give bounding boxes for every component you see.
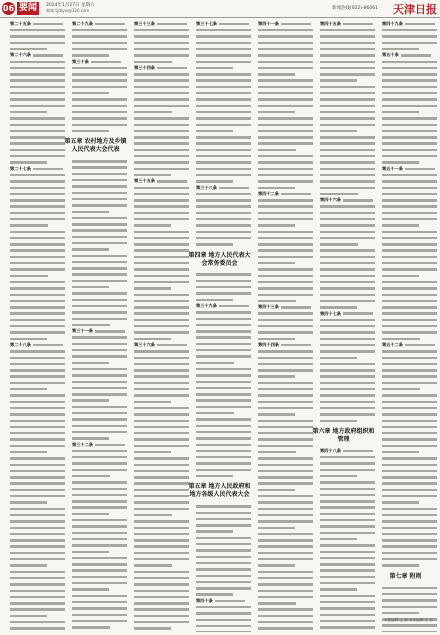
paragraph [126,115,189,178]
article-number: 第三十条 [72,58,89,64]
paragraph [64,21,127,59]
paragraph [188,185,251,248]
paragraph [374,506,437,569]
text-column-6 [312,21,375,632]
paragraph [126,178,189,228]
paragraph [188,503,251,534]
paragraph [312,593,375,632]
article-number: 第四十九条 [382,21,403,26]
section-label: 要闻 [19,3,38,13]
article-number: 第三十三条 [134,21,155,26]
paragraph [126,229,189,292]
paragraph [312,448,375,479]
article-number: 第五十一条 [382,165,403,171]
paragraph [312,197,375,247]
article-number: 第四十一条 [258,21,279,26]
paragraph [250,531,313,569]
text-column-3 [126,21,189,632]
article-number: 第二十七条 [10,165,31,171]
paragraph [250,267,313,305]
paragraph [2,166,65,229]
paragraph [126,65,189,115]
paragraph [312,21,375,84]
paragraph [188,535,251,598]
article-number: 第四十条 [196,597,213,603]
paragraph [126,569,189,632]
text-column-7 [374,21,437,632]
paragraph [374,52,437,115]
paragraph [2,21,65,52]
date-line: 2024年1月27日 星期六 [46,3,95,8]
paragraph [64,253,127,291]
article-number: 第四十七条 [320,310,341,316]
article-number: 第四十二条 [258,191,279,197]
paragraph [2,569,65,619]
paragraph [250,115,313,153]
paragraph [2,342,65,392]
paragraph [188,71,251,134]
page-number: 06 [2,4,15,13]
paragraph [2,115,65,165]
paragraph [250,229,313,267]
article-number: 第二十八条 [10,342,31,348]
paragraph [374,393,437,456]
paragraph [188,134,251,184]
paragraph [374,115,437,165]
paragraph [188,272,251,303]
article-number: 第二十六条 [10,52,31,58]
paragraph [250,304,313,342]
paragraph [312,311,375,361]
paragraph [64,404,127,442]
paragraph [188,21,251,71]
text-column-4 [188,21,251,632]
paragraph [188,417,251,480]
article-number: 第三十八条 [196,184,217,190]
paragraph [250,607,313,632]
news-hotline: 新闻热线(022)-96061 [331,6,378,11]
article-number: 第五十二条 [382,342,403,348]
paragraph [126,455,189,518]
paragraph [374,166,437,229]
article-number: 第二十五条 [10,21,31,26]
paragraph [64,59,127,97]
paragraph [374,585,437,616]
text-column-5 [250,21,313,632]
paragraph [250,418,313,456]
paragraph [250,191,313,229]
paragraph [126,405,189,455]
paragraph [312,479,375,542]
article-number: 第三十二条 [72,441,93,447]
article-number: 第三十七条 [196,21,217,26]
article-number: 第三十一条 [72,328,93,334]
paragraph [312,248,375,311]
paragraph [126,342,189,405]
paragraph [64,479,127,517]
paragraph [250,493,313,531]
text-column-2 [64,21,127,632]
paragraph [64,593,127,631]
paragraph [64,442,127,480]
paragraph [2,279,65,342]
article-number: 第三十四条 [134,65,155,71]
paragraph [374,455,437,505]
paragraph [64,291,127,329]
paragraph [374,279,437,342]
paragraph [2,393,65,456]
article-number: 第四十八条 [320,448,341,453]
paragraph [374,21,437,52]
paragraph [64,215,127,253]
article-number: 第三十九条 [196,303,217,309]
paragraph [312,134,375,197]
article-number: 第四十三条 [258,304,279,310]
paragraph [250,569,313,607]
chapter-heading: 第五章 农村地方及乡镇人民代表大会代表 [64,138,127,154]
paragraph [250,21,313,78]
article-number: 第五十条 [382,52,399,58]
chapter-heading: 第五章 地方人民政府和地方各级人民代表大会 [188,483,251,499]
paragraph [250,78,313,116]
paragraph [2,506,65,569]
article-number: 第三十五条 [134,178,155,184]
paragraph [250,455,313,493]
paragraph [64,328,127,366]
article-number: 第二十九条 [72,21,93,26]
paragraph [2,619,65,632]
paragraph [126,292,189,342]
article-number: 第四十五条 [320,21,341,26]
paragraph [250,380,313,418]
paragraph [64,97,127,135]
chapter-heading: 第六章 地方政府组织和管理 [312,428,375,443]
paragraph [188,366,251,416]
paragraph [250,342,313,380]
paragraph [374,342,437,392]
paragraph [312,84,375,134]
paragraph [312,542,375,592]
paragraph [2,52,65,115]
paragraph [64,517,127,555]
email-line: 邮箱:tjrbyw@126.com [46,8,90,13]
chapter-heading: 第七章 附则 [389,572,422,580]
editor-credit: 本版编辑:王 燕 美术编辑:王 蕊 [384,618,433,622]
article-number: 第四十六条 [320,197,341,203]
chapter-heading: 第四章 地方人民代表大会常务委员会 [188,251,251,267]
paragraph [64,555,127,593]
paragraph [188,303,251,366]
paragraph [188,598,251,632]
article-number: 第四十四条 [258,342,279,348]
paragraph [374,229,437,279]
article-number: 第三十六条 [134,342,155,348]
paragraph [2,229,65,279]
page-header [0,0,440,18]
paragraph [64,366,127,404]
paragraph [126,518,189,568]
masthead-logo: 天津日报 [393,3,437,16]
paragraph [126,21,189,65]
paragraph [64,158,127,215]
paragraph [2,455,65,505]
text-column-1 [2,21,65,632]
paragraph [250,153,313,191]
paragraph [312,361,375,424]
